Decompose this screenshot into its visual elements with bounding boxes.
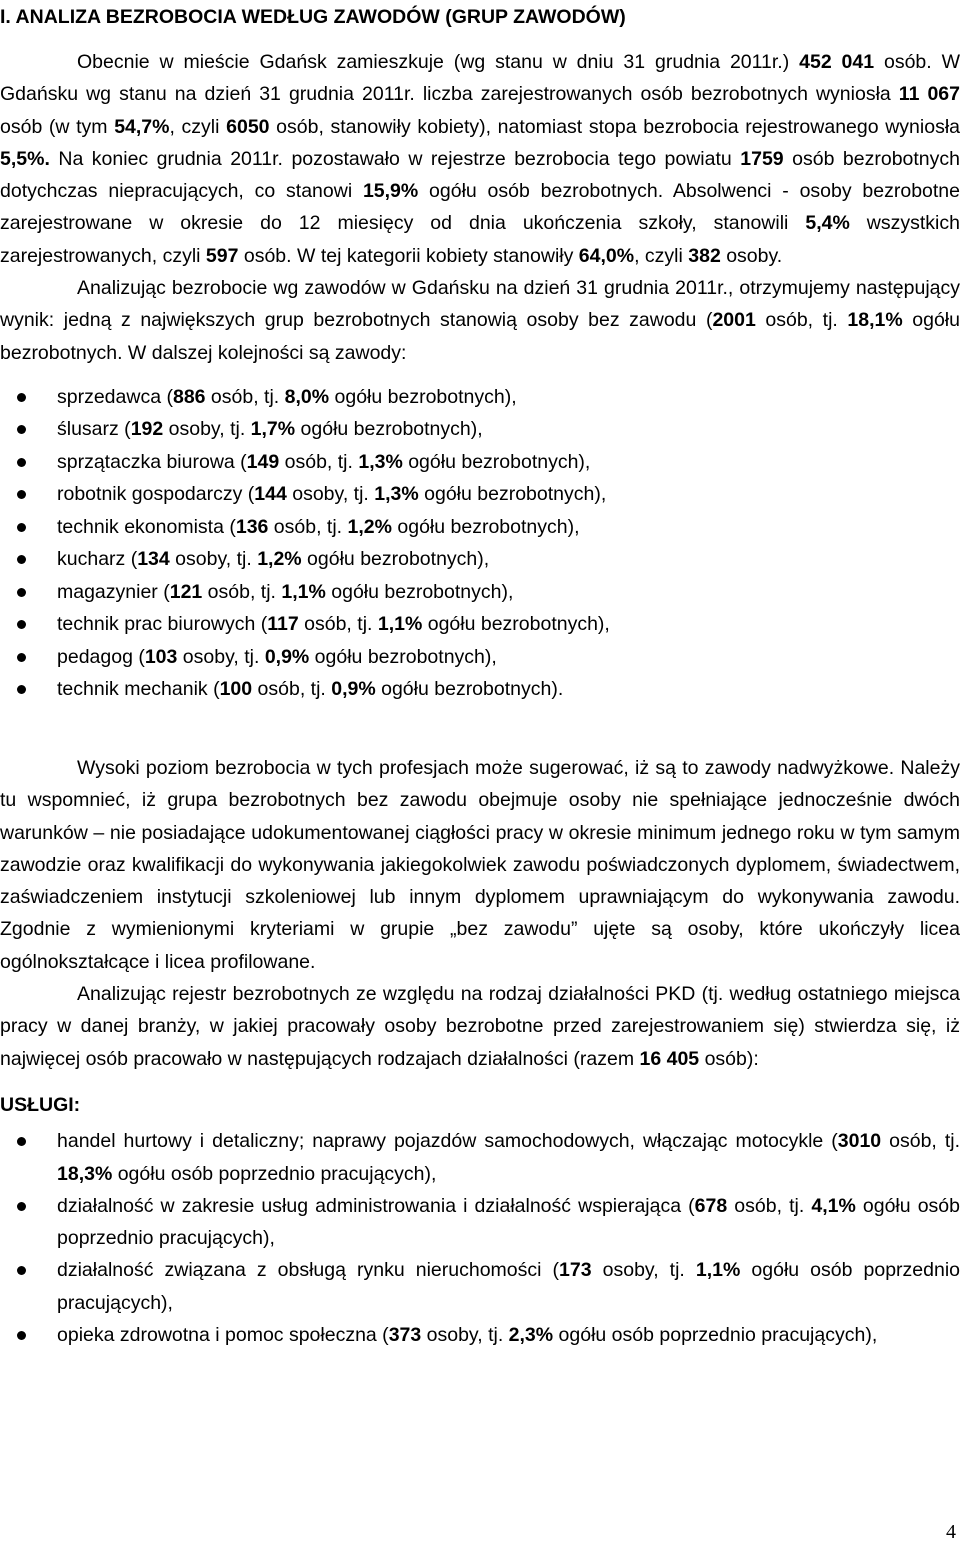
occupation-list — [0, 381, 960, 706]
paragraph-pkd-intro — [0, 978, 960, 1075]
bold-figure: 4,1% — [811, 1194, 856, 1217]
text-run: ogółu bezrobotnych), — [329, 385, 517, 408]
bold-figure: 5,5%. — [0, 147, 50, 170]
bold-figure: 0,9% — [331, 678, 376, 701]
occupation-item — [0, 576, 960, 609]
text-run: , czyli — [634, 244, 689, 267]
bold-figure: 1,7% — [250, 418, 296, 441]
text-run: osób, tj. — [252, 678, 332, 701]
text-run: ogółu bezrobotnych), — [422, 613, 610, 636]
bullet-icon — [17, 458, 26, 467]
text-run: Na koniec grudnia 2011r. pozostawało w rejestrze bezrobocia tego powiatu — [49, 147, 741, 170]
bullet-icon — [17, 523, 26, 532]
text-run: opieka zdrowotna i pomoc społeczna ( — [57, 1324, 389, 1347]
text-run: ogółu bezrobotnych), — [295, 418, 483, 441]
bold-figure: 678 — [694, 1194, 728, 1217]
bold-figure: 1,1% — [377, 613, 423, 636]
bullet-icon — [17, 393, 26, 402]
text-run: osoby, tj. — [163, 418, 251, 441]
bold-figure: 121 — [169, 580, 203, 603]
text-run: osoby. — [720, 244, 783, 267]
bold-figure: 5,4% — [805, 212, 850, 235]
text-run: osób, tj. — [755, 309, 848, 332]
text-run: , otrzymujemy następujący wynik: jedną z największych grup bezrobotnych stanowią osoby bez zawodu ( — [0, 277, 960, 332]
occupation-item — [0, 608, 960, 641]
text-run: handel hurtowy i detaliczny; naprawy pojazdów samochodowych, włączając motocykle ( — [57, 1130, 838, 1153]
text-run: ogółu bezrobotnych). — [375, 678, 564, 701]
bold-figure: 1,1% — [281, 580, 326, 603]
occupation-item — [0, 511, 960, 544]
bold-figure: 1,3% — [374, 483, 419, 506]
bold-figure: 0,9% — [264, 645, 310, 668]
occupation-item — [0, 673, 960, 706]
occupation-item — [0, 543, 960, 576]
bold-figure: 1,2% — [257, 548, 302, 571]
bold-figure: 192 — [130, 418, 164, 441]
bold-figure: 6050 — [226, 115, 270, 138]
text-run: magazynier ( — [57, 580, 170, 603]
text-run: osób): — [699, 1047, 759, 1070]
bullet-icon — [17, 490, 26, 499]
text-run: osób. W Gdańsku wg stanu na dzień 31 grudnia 2011r. liczba zarejestrowanych osób bezrobotnych wyniosła — [0, 51, 960, 106]
text-run: osoby, tj. — [286, 483, 375, 506]
occupation-item — [0, 413, 960, 446]
text-run: ślusarz ( — [57, 418, 131, 441]
bold-figure: 144 — [254, 483, 287, 506]
bold-figure: 382 — [688, 244, 721, 267]
text-run: Analizując bezrobocie wg zawodów w Gdańsku na dzień 31 grudnia 2011r. — [77, 277, 728, 300]
text-run: osób (w tym — [0, 115, 115, 138]
text-run: ogółu osób poprzednio pracujących), — [57, 1259, 960, 1314]
text-run: robotnik gospodarczy ( — [57, 483, 255, 506]
pkd-item — [0, 1254, 960, 1319]
bullet-icon — [17, 620, 26, 629]
text-run: osób, tj. — [727, 1194, 812, 1217]
text-run: osób, stanowiły kobiety), natomiast stopa bezrobocia rejestrowanego wyniosła — [269, 115, 960, 138]
text-run: ogółu osób poprzednio pracujących), — [553, 1324, 878, 1347]
paragraph-occupations-intro — [0, 272, 960, 369]
text-run: wszystkich zarejestrowanych, czyli — [0, 212, 960, 267]
text-run: osoby, tj. — [591, 1259, 696, 1282]
bold-figure: 2,3% — [508, 1324, 554, 1347]
text-run: osób, tj. — [298, 613, 378, 636]
text-run: osób, tj. — [881, 1130, 960, 1153]
text-run: ogółu osób poprzednio pracujących), — [57, 1194, 960, 1250]
bold-figure: 452 041 — [799, 51, 875, 73]
text-run: ogółu bezrobotnych), — [391, 515, 580, 538]
bold-figure: 64,0% — [578, 244, 635, 267]
bullet-icon — [17, 1266, 26, 1275]
occupation-item — [0, 381, 960, 414]
bold-figure: 16 405 — [639, 1047, 700, 1070]
bold-figure: 18,3% — [57, 1162, 113, 1185]
text-run: technik prac biurowych ( — [57, 613, 268, 636]
text-run: osób, tj. — [205, 385, 285, 408]
pkd-item — [0, 1190, 960, 1255]
text-run: , czyli — [169, 115, 227, 138]
text-run: Obecnie w mieście Gdańsk zamieszkuje (wg stanu w dniu 31 grudnia 2011r.) — [77, 51, 800, 73]
bold-figure: 373 — [388, 1324, 422, 1347]
text-run: osób, tj. — [268, 515, 348, 538]
bullet-icon — [17, 685, 26, 694]
bold-figure: 103 — [144, 645, 178, 668]
text-run: osoby, tj. — [421, 1324, 509, 1347]
bold-figure: 100 — [219, 678, 253, 701]
text-run: kucharz ( — [57, 548, 138, 571]
bold-figure: 15,9% — [362, 180, 419, 203]
pkd-item — [0, 1125, 960, 1190]
bullet-icon — [17, 588, 26, 597]
bold-figure: 136 — [235, 515, 269, 538]
bold-figure: 2001 — [712, 309, 756, 332]
bold-figure: 886 — [172, 385, 206, 408]
bold-figure: 1,2% — [347, 515, 392, 538]
pkd-item — [0, 1319, 960, 1351]
bullet-icon — [17, 1331, 26, 1340]
bullet-icon — [17, 653, 26, 662]
text-run: technik mechanik ( — [57, 678, 220, 701]
text-run: ogółu bezrobotnych), — [418, 483, 607, 506]
occupation-item — [0, 641, 960, 674]
bullet-icon — [17, 1137, 26, 1146]
text-run: technik ekonomista ( — [57, 515, 236, 538]
bold-figure: 54,7% — [114, 115, 170, 138]
bullet-icon — [17, 555, 26, 564]
bold-figure: 11 067 — [898, 83, 960, 106]
text-run: pedagog ( — [57, 645, 145, 668]
text-run: Analizując rejestr bezrobotnych ze względu na rodzaj działalności PKD (tj. według ostatniego miejsca pracy w danej branży, w jakiej pracowały osoby bezrobotne przed zarejestrowaniem się) stwierdza się, iż najwięcej osób pracowało w następujących rodzajach działalności (razem — [0, 983, 960, 1070]
text-run: działalność w zakresie usług administrowania i działalność wspierająca ( — [57, 1194, 695, 1217]
page-number: 4 — [946, 1520, 956, 1543]
bold-figure: 173 — [559, 1259, 592, 1282]
bullet-icon — [17, 425, 26, 434]
paragraph-surplus-professions: Wysoki poziom bezrobocia w tych profesjach może sugerować, iż są to zawody nadwyżkowe. Należy tu wspomnieć, iż grupa bezrobotnych bez zawodu obejmuje osoby nie spełniające jednocześnie dwóch warunków – nie posiadające udokumentowanej ciągłości pracy w okresie minimum jednego roku w tym samym zawodzie oraz kwalifikacji do wykonywania jakiegokolwiek zawodu poświadczonych dyplomem, świadectwem, zaświadczeniem instytucji szkoleniowej lub innym dyplomem uprawniającym do wykonywania zawodu. Zgodnie z wymienionymi kryteriami w grupie „bez zawodu” ujęte są osoby, które ukończyły licea ogólnokształcące i licea profilowane. — [0, 756, 960, 973]
bold-figure: 1,3% — [358, 450, 403, 473]
bold-figure: 3010 — [837, 1130, 882, 1153]
uslugi-heading: USŁUGI: — [0, 1093, 81, 1116]
text-run: działalność związana z obsługą rynku nieruchomości ( — [57, 1259, 560, 1282]
occupation-item — [0, 478, 960, 511]
text-run: ogółu osób bezrobotnych. Absolwenci - osoby bezrobotne zarejestrowane w okresie do 12 miesięcy od dnia ukończenia szkoły, stanowili — [0, 180, 960, 235]
text-run: osoby, tj. — [177, 645, 265, 668]
bold-figure: 117 — [267, 613, 299, 636]
bold-figure: 1759 — [740, 147, 784, 170]
text-run: ogółu bezrobotnych), — [325, 580, 514, 603]
text-run: ogółu bezrobotnych. W dalszej kolejności są zawody: — [0, 309, 960, 364]
spacer — [0, 706, 960, 752]
text-run: ogółu bezrobotnych), — [402, 450, 591, 473]
text-run: sprzątaczka biurowa ( — [57, 450, 247, 473]
bold-figure: 149 — [246, 450, 280, 473]
section-heading: I. ANALIZA BEZROBOCIA WEDŁUG ZAWODÓW (GRUP ZAWODÓW) — [0, 6, 626, 28]
text-run: ogółu bezrobotnych), — [301, 548, 490, 571]
text-run: ogółu bezrobotnych), — [309, 645, 497, 668]
text-run: osoby, tj. — [169, 548, 258, 571]
bold-figure: 597 — [205, 244, 239, 267]
pkd-list — [0, 1125, 960, 1351]
text-run: sprzedawca ( — [57, 385, 173, 408]
occupation-item — [0, 446, 960, 479]
bold-figure: 18,1% — [847, 309, 903, 332]
text-run: ogółu osób poprzednio pracujących), — [112, 1162, 437, 1185]
bold-figure: 1,1% — [695, 1259, 741, 1282]
text-run: osób, tj. — [202, 580, 282, 603]
text-run: osób bezrobotnych dotychczas niepracujących, co stanowi — [0, 147, 960, 203]
paragraph-statistics — [0, 46, 960, 272]
text-run: osób. W tej kategorii kobiety stanowiły — [238, 244, 579, 267]
text-run: osób, tj. — [279, 450, 359, 473]
bold-figure: 8,0% — [284, 385, 330, 408]
bullet-icon — [17, 1202, 26, 1211]
bold-figure: 134 — [137, 548, 170, 571]
